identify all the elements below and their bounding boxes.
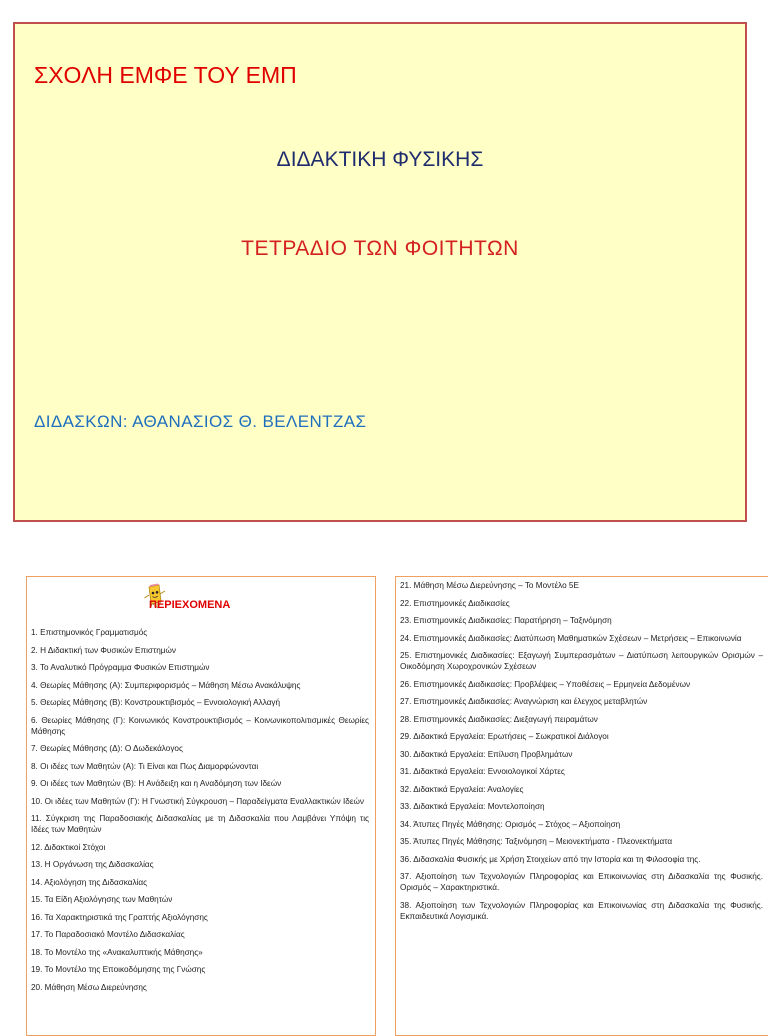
toc-item: 14. Αξιολόγηση της Διδασκαλίας	[31, 877, 148, 887]
toc-item: 1. Επιστημονικός Γραμματισμός	[31, 628, 148, 637]
toc-item: 35. Άτυπες Πηγές Μάθησης: Ταξινόμηση – Μειονεκτήματα - Πλεονεκτήματα	[400, 837, 673, 846]
toc-item: 33. Διδακτικά Εργαλεία: Μοντελοποίηση	[400, 802, 545, 811]
school-name: ΣΧΟΛΗ ΕΜΦΕ ΤΟΥ ΕΜΠ	[34, 62, 297, 88]
toc-item: 19. Το Μοντέλο της Εποικοδόμησης της Γνώσης	[31, 965, 206, 974]
toc-item: 6. Θεωρίες Μάθησης (Γ): Κοινωνικός Κονστρουκτιβισμός – Κοινωνικοπολιτισμικές Θεωρίες Μάθησης	[31, 715, 369, 736]
toc-item: 12. Διδακτικοί Στόχοι	[31, 842, 106, 852]
toc-item: 21. Μάθηση Μέσω Διερεύνησης – Το Μοντέλο 5Ε	[400, 581, 579, 590]
toc-item: 30. Διδακτικά Εργαλεία: Επίλυση Προβλημάτων	[400, 749, 573, 759]
toc-item: 27. Επιστημονικές Διαδικασίες: Αναγνώριση και έλεγχος μεταβλητών	[400, 697, 648, 706]
toc-column-left	[26, 576, 376, 1036]
toc-item: 13. Η Οργάνωση της Διδασκαλίας	[31, 860, 154, 869]
notebook-title: ΤΕΤΡΑΔΙΟ ΤΩΝ ΦΟΙΤΗΤΩΝ	[241, 237, 519, 260]
toc-item: 4. Θεωρίες Μάθησης (Α): Συμπεριφορισμός – Μάθηση Μέσω Ανακάλυψης	[31, 680, 301, 690]
toc-item: 17. Το Παραδοσιακό Μοντέλο Διδασκαλίας	[31, 930, 185, 939]
teacher-name: ΔΙΔΑΣΚΩΝ: ΑΘΑΝΑΣΙΟΣ Θ. ΒΕΛΕΝΤΖΑΣ	[34, 412, 367, 431]
course-title: ΔΙΔΑΚΤΙΚΗ ΦΥΣΙΚΗΣ	[276, 148, 484, 171]
toc-column-right	[395, 576, 768, 1036]
toc-item: 7. Θεωρίες Μάθησης (Δ): Ο Δωδεκάλογος	[31, 744, 183, 753]
toc-item: 25. Επιστημονικές Διαδικασίες: Εξαγωγή Συμπερασμάτων – Διατύπωση λειτουργικών Ορισμών – Οικοδόμηση Χωροχρονικών Σχέσεων	[400, 651, 763, 671]
toc-item: 15. Τα Είδη Αξιολόγησης των Μαθητών	[31, 895, 173, 904]
toc-item: 9. Οι ιδέες των Μαθητών (Β): Η Ανάδειξη και η Αναδόμηση των Ιδεών	[31, 779, 282, 788]
toc-item: 16. Τα Χαρακτηριστικά της Γραπτής Αξιολόγησης	[31, 912, 208, 922]
toc-item: 28. Επιστημονικές Διαδικασίες: Διεξαγωγή πειραμάτων	[400, 714, 598, 724]
table-of-contents	[26, 576, 768, 1036]
toc-item: 2. Η Διδακτική των Φυσικών Επιστημών	[31, 645, 176, 655]
toc-item: 10. Οι ιδέες των Μαθητών (Γ): Η Γνωστική Σύγκρουση – Παραδείγματα Εναλλακτικών Ιδεών	[31, 796, 364, 806]
toc-list-left	[31, 627, 369, 999]
toc-item: 22. Επιστημονικές Διαδικασίες	[400, 598, 510, 608]
toc-item: 3. Το Αναλυτικό Πρόγραμμα Φυσικών Επιστημών	[31, 663, 210, 672]
toc-item: 26. Επιστημονικές Διαδικασίες: Προβλέψεις – Υποθέσεις – Ερμηνεία Δεδομένων	[400, 679, 691, 689]
toc-item: 34. Άτυπες Πηγές Μάθησης: Ορισμός – Στόχος – Αξιοποίηση	[400, 819, 621, 829]
toc-item: 18. Το Μοντέλο της «Ανακαλυπτικής Μάθησης»	[31, 947, 203, 957]
toc-item: 5. Θεωρίες Μάθησης (Β): Κονστρουκτιβισμός – Εννοιολογική Αλλαγή	[31, 698, 281, 707]
toc-item: 38. Αξιοποίηση των Τεχνολογιών Πληροφορίας και Επικοινωνίας στη Διδασκαλία της Φυσικής. Εκπαιδευτικά Λογισμικά.	[400, 900, 763, 921]
toc-item: 11. Σύγκριση της Παραδοσιακής Διδασκαλίας με τη Διδασκαλία που Λαμβάνει Υπόψη τις Ιδέες των Μαθητών	[31, 814, 369, 834]
toc-item: 20. Μάθηση Μέσω Διερεύνησης	[31, 982, 147, 992]
toc-item: 31. Διδακτικά Εργαλεία: Εννοιολογικοί Χάρτες	[400, 767, 565, 776]
toc-item: 24. Επιστημονικές Διαδικασίες: Διατύπωση Μαθηματικών Σχέσεων – Μετρήσεις – Επικοινωνία	[400, 633, 742, 643]
toc-item: 36. Διδασκαλία Φυσικής με Χρήση Στοιχείων από την Ιστορία και τη Φιλοσοφία της.	[400, 854, 701, 864]
toc-item: 29. Διδακτικά Εργαλεία: Ερωτήσεις – Σωκρατικοί Διάλογοι	[400, 732, 609, 741]
toc-item: 37. Αξιοποίηση των Τεχνολογιών Πληροφορίας και Επικοινωνίας στη Διδασκαλία της Φυσικής. Ορισμός – Χαρακτηριστικά.	[400, 872, 763, 892]
toc-item: 23. Επιστημονικές Διαδικασίες: Παρατήρηση – Ταξινόμηση	[400, 616, 612, 625]
toc-item: 32. Διδακτικά Εργαλεία: Αναλογίες	[400, 784, 524, 794]
toc-item: 8. Οι ιδέες των Μαθητών (Α): Τι Είναι και Πως Διαμορφώνονται	[31, 761, 259, 771]
toc-list-right	[400, 580, 763, 928]
cover-box	[13, 22, 747, 522]
toc-heading: ΠΕΡΙΕΧΟΜΕΝΑ	[149, 599, 231, 611]
